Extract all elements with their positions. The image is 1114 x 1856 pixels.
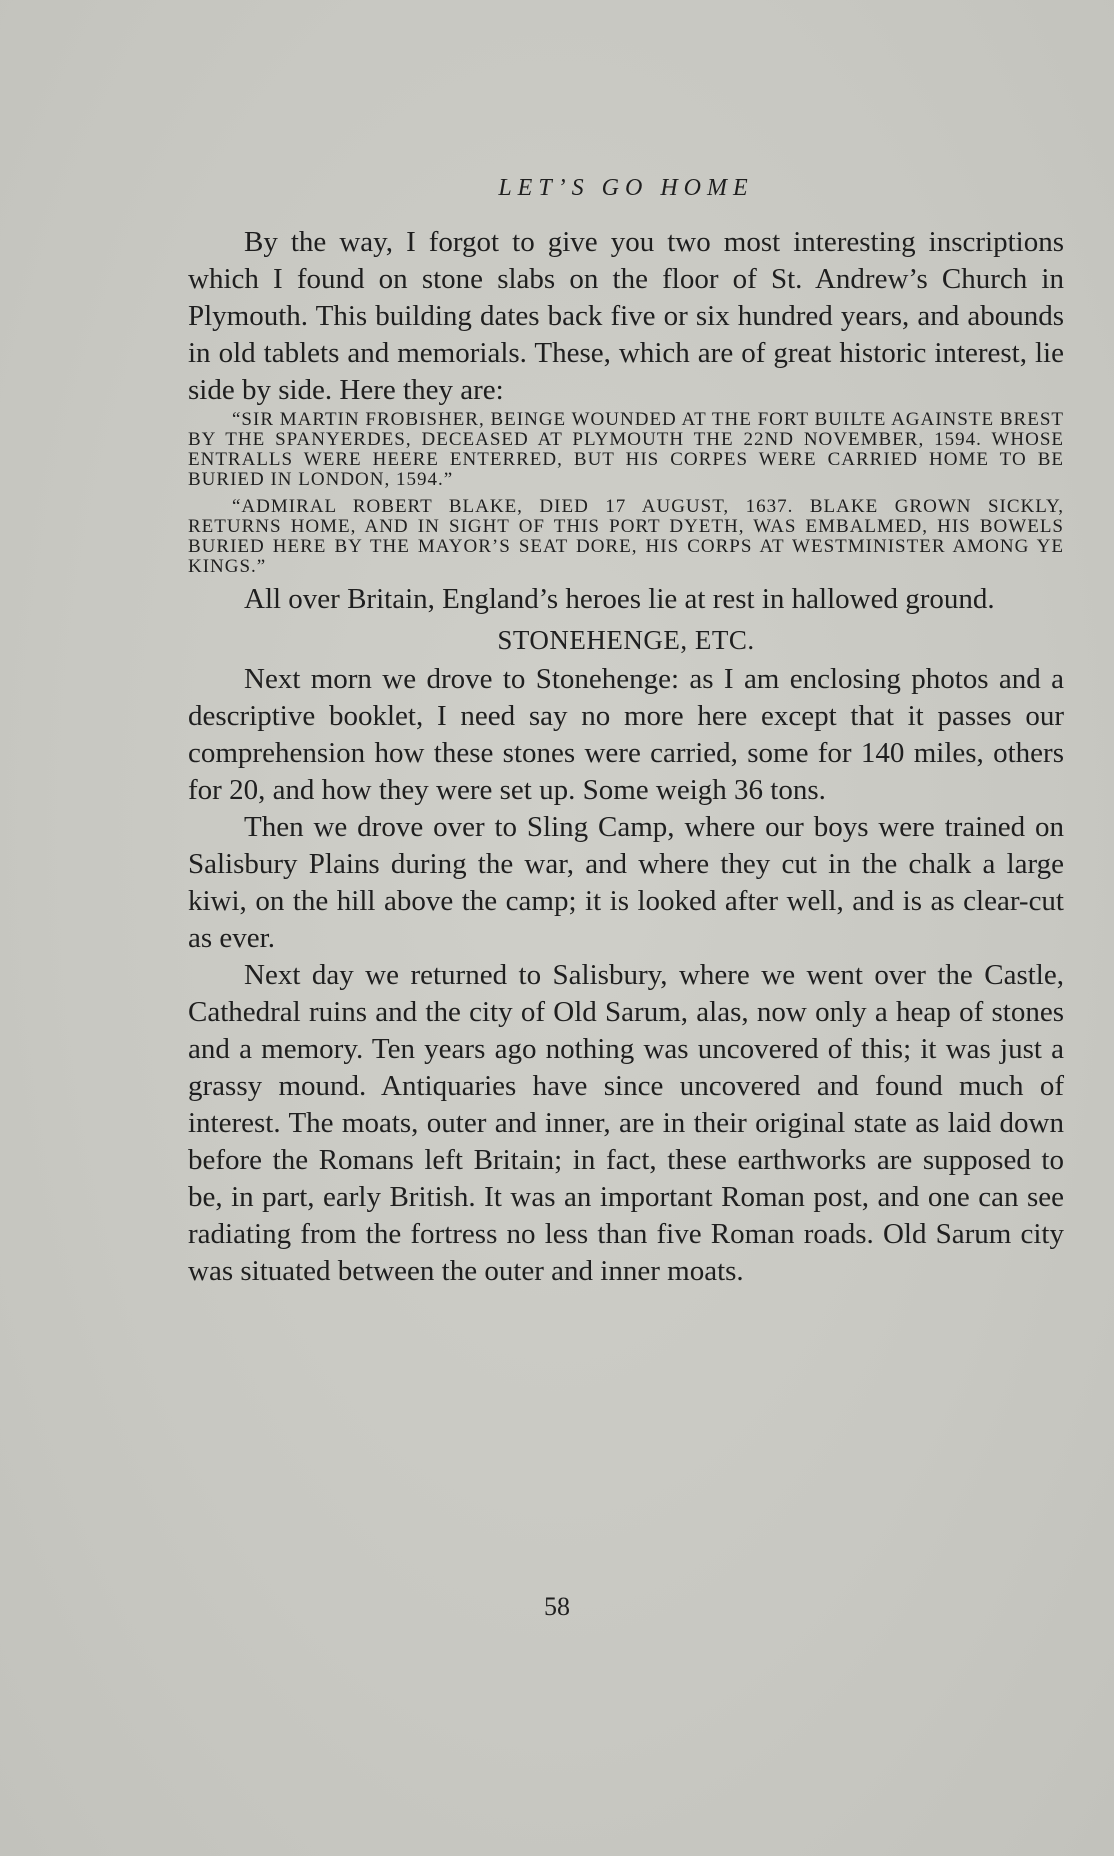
inscription-blake: “ADMIRAL ROBERT BLAKE, DIED 17 AUGUST, 1637. BLAKE GROWN SICKLY, RETURNS HOME, AND IN SIGHT OF THIS PORT DYETH, WAS EMBALMED, HIS BOWELS BURIED HERE BY THE MAYOR’S SEAT DORE, HIS CORPS AT WESTMINISTER AMONG YE KINGS.” bbox=[188, 496, 1064, 577]
paragraph-stonehenge: Next morn we drove to Stonehenge: as I am enclosing photos and a descriptive booklet, I need say no more here except that it passes our comprehension how these stones were carried, some for 140 miles, others for 20, and how they were set up. Some weigh 36 tons. bbox=[188, 663, 1064, 806]
paragraph-old-sarum: Next day we returned to Salisbury, where we went over the Castle, Cathedral ruins and the city of Old Sarum, alas, now only a heap of stones and a memory. Ten years ago nothing was uncovered of this; it was just a grassy mound. Antiquaries have since uncovered and found much of interest. The moats, outer and inner, are in their original state as laid down before the Romans left Britain; in fact, these earthworks are supposed to be, in part, early British. It was an important Roman post, and one can see radiating from the fortress no less than five Roman roads. Old Sarum city was situated between the outer and inner moats. bbox=[188, 959, 1064, 1287]
page-content bbox=[188, 170, 1064, 1290]
page-number: 58 bbox=[544, 1592, 570, 1621]
paragraph-sling-camp: Then we drove over to Sling Camp, where our boys were trained on Salisbury Plains during the war, and where they cut in the chalk a large kiwi, on the hill above the camp; it is looked after well, and is as clear-cut as ever. bbox=[188, 811, 1064, 954]
inscription-frobisher: “SIR MARTIN FROBISHER, BEINGE WOUNDED AT THE FORT BUILTE AGAINSTE BREST BY THE SPANYERDES, DECEASED AT PLYMOUTH THE 22ND NOVEMBER, 1594. WHOSE ENTRALLS WERE HEERE ENTERRED, BUT HIS CORPES WERE CARRIED HOME TO BE BURIED IN LONDON, 1594.” bbox=[188, 409, 1064, 490]
paragraph-heroes: All over Britain, England’s heroes lie at rest in hallowed ground. bbox=[244, 583, 995, 615]
section-heading: STONEHENGE, ETC. bbox=[497, 625, 755, 655]
paragraph-inscriptions-intro: By the way, I forgot to give you two most interesting inscriptions which I found on stone slabs on the floor of St. Andrew’s Church in Plymouth. This building dates back five or six hundred years, and abounds in old tablets and memorials. These, which are of great historic interest, lie side by side. Here they are: bbox=[188, 226, 1064, 406]
running-head: LET’S GO HOME bbox=[498, 175, 754, 201]
